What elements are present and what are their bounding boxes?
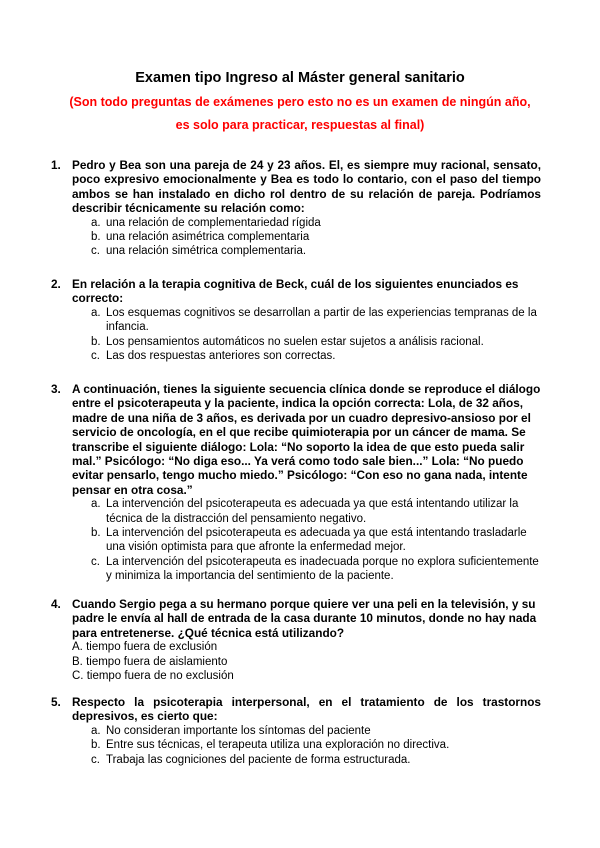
exam-subtitle-line-2: es solo para practicar, respuestas al final) — [175, 118, 425, 132]
question-text: A continuación, tienes la siguiente secuencia clínica donde se reproduce el diálogo entre el psicoterapeuta y la paciente, indica la opción correcta: Lola, de 32 años, madre de una niña de 3 años, es derivada por un cuadro depresivo-ansioso por el servicio de oncología, en el que recibe quimioterapia por un cáncer de mama. Se transcribe el siguiente diálogo: Lola: “No soporto la idea de que esto pueda salir mal.” Psicólogo: “No diga eso... Ya verá como todo sale bien...” Lola: “No puedo evitar pensarlo, tengo mucho miedo.” Psicólogo: “Con eso no gana nada, intente pensar en otra cosa.” — [72, 382, 541, 497]
question-text: Cuando Sergio pega a su hermano porque quiere ver una peli en la televisión, y su padre le envía al hall de entrada de la casa durante 10 minutos, donde no hay nada para entretenerse. ¿Qué técnica está utilizando? — [72, 597, 537, 640]
option-list — [51, 497, 541, 583]
option-b: b. Los pensamientos automáticos no suelen estar sujetos a análisis racional. — [91, 335, 484, 348]
option-list — [51, 306, 541, 364]
option-list — [51, 216, 541, 259]
exam-subtitle-line-1: (Son todo preguntas de exámenes pero esto no es un examen de ningún año, — [69, 95, 531, 109]
question-number: 5. — [51, 695, 61, 709]
option-c: C. tiempo fuera de no exclusión — [72, 670, 234, 683]
option-a: a. una relación de complementariedad rígida — [91, 216, 321, 229]
option-b: b. Entre sus técnicas, el terapeuta utiliza una exploración no directiva. — [91, 739, 450, 752]
question-number: 3. — [51, 382, 61, 396]
exam-title: Examen tipo Ingreso al Máster general sanitario — [135, 70, 465, 86]
question-2 — [51, 277, 541, 363]
option-b: B. tiempo fuera de aislamiento — [72, 655, 228, 668]
option-a: a. La intervención del psicoterapeuta es adecuada ya que está intentando utilizar la técnica de la distracción del pensamiento negativo. — [91, 498, 519, 525]
question-4 — [51, 597, 541, 683]
option-b: b. una relación asimétrica complementaria — [91, 231, 310, 244]
option-c: c. Las dos respuestas anteriores son correctas. — [91, 350, 336, 363]
question-text: En relación a la terapia cognitiva de Beck, cuál de los siguientes enunciados es correcto: — [72, 277, 519, 306]
option-a: a. Los esquemas cognitivos se desarrollan a partir de las experiencias tempranas de la infancia. — [91, 306, 537, 334]
option-c: c. una relación simétrica complementaria. — [91, 245, 307, 258]
option-c: c. Trabaja las cogniciones del paciente de forma estructurada. — [91, 753, 411, 766]
question-3 — [51, 382, 541, 584]
question-text: Pedro y Bea son una pareja de 24 y 23 años. El, es siempre muy racional, sensato, poco expresivo emocionalmente y Bea es todo lo contario, con el paso del tiempo ambos se han instalado en dicho rol dentro de su relación de pareja. Podríamos describir técnicamente su relación como: — [72, 158, 541, 216]
option-b: b. La intervención del psicoterapeuta es adecuada ya que está intentando trasladarle una visión optimista para que afronte la enfermedad mejor. — [91, 527, 527, 554]
question-number: 1. — [51, 158, 61, 172]
question-number: 4. — [51, 597, 61, 611]
question-1 — [51, 158, 541, 259]
question-text: Respecto la psicoterapia interpersonal, en el tratamiento de los trastornos depresivos, es cierto que: — [72, 695, 541, 724]
option-list — [51, 640, 541, 683]
question-5 — [51, 695, 541, 767]
option-list — [51, 724, 541, 767]
option-a: A. tiempo fuera de exclusión — [72, 641, 218, 654]
option-c: c. La intervención del psicoterapeuta es inadecuada porque no explora suficientemente y minimiza la importancia del sentimiento de la paciente. — [91, 555, 539, 583]
question-number: 2. — [51, 277, 61, 291]
option-a: a. No consideran importante los síntomas del paciente — [91, 724, 371, 737]
